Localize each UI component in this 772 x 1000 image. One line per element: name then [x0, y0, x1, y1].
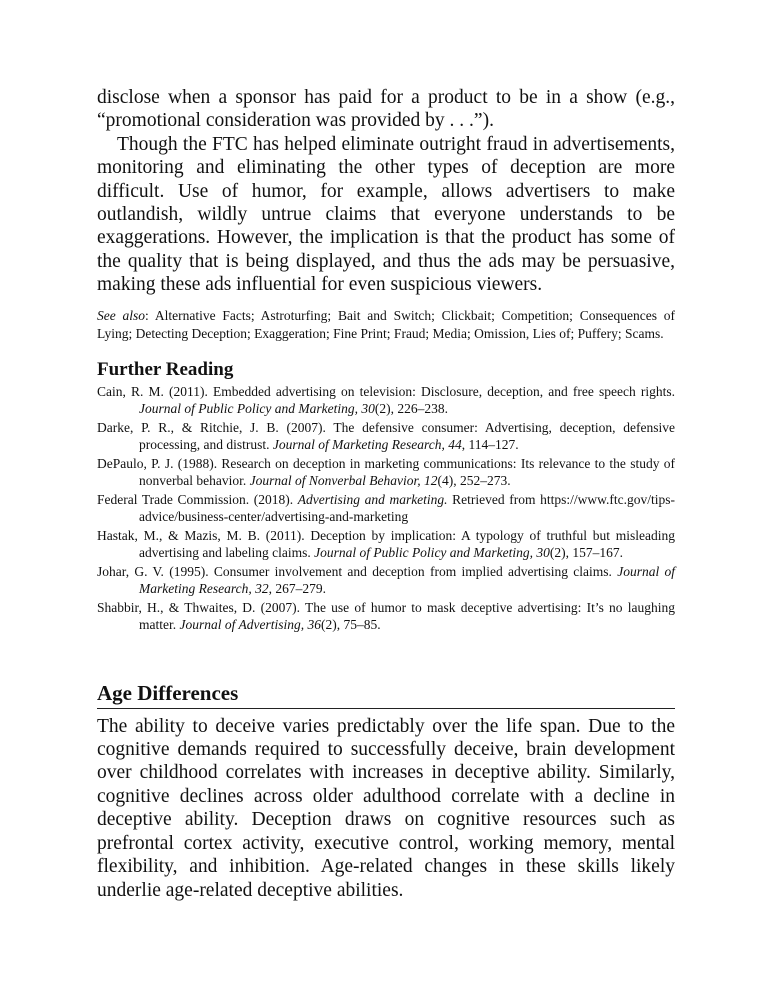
reference-text: Darke, P. R., & Ritchie, J. B. (2007). The defensive consumer: Advertising, deception, defensive processing, and distrust.: [97, 419, 675, 453]
reference-source: Journal of Marketing Research, 32: [139, 563, 676, 597]
reference-pages: (4), 252–273.: [437, 473, 511, 489]
reference-source: Journal of Marketing Research, 44: [272, 437, 462, 453]
further-reading-heading: Further Reading: [97, 358, 234, 380]
reference-pages: Retrieved from https://www.ftc.gov/tips-advice/business-center/advertising-and-marketing: [139, 491, 675, 525]
see-also-list: : Alternative Facts; Astroturfing; Bait and Switch; Clickbait; Competition; Consequences of Lying; Detecting Deception; Exaggeration; Fine Print; Fraud; Media; Omission, Lies of; Puffery; Scams.: [97, 307, 675, 341]
reference-item: [97, 455, 675, 490]
reference-source: Journal of Public Policy and Marketing, 30: [314, 545, 550, 561]
see-also-label: See also: [97, 307, 146, 323]
reference-text: DePaulo, P. J. (1988). Research on deception in marketing communications: Its relevance to the study of nonverbal behavior.: [97, 455, 675, 489]
reference-pages: (2), 226–238.: [374, 401, 448, 417]
section-body: The ability to deceive varies predictably over the life span. Due to the cognitive demands required to successfully deceive, brain development over childhood correlates with increases in deceptive ability. Similarly, cognitive declines across older adulthood correlate with a decline in deceptive ability. Deception draws on cognitive resources such as prefrontal cortex activity, executive control, working memory, mental flexibility, and inhibition. Age-related changes in these skills likely underlie age-related deceptive abilities.: [97, 715, 675, 901]
page-content: [97, 86, 675, 902]
reference-source: Journal of Advertising, 36: [179, 617, 321, 633]
section-title: Age Differences: [97, 680, 675, 709]
reference-source: Advertising and marketing.: [297, 491, 448, 507]
intro-paragraph-1: disclose when a sponsor has paid for a product to be in a show (e.g., “promotional consideration was provided by . . .”).: [97, 87, 675, 132]
reference-item: [97, 383, 675, 418]
reference-item: [97, 491, 675, 526]
intro-paragraph-2: Though the FTC has helped eliminate outright fraud in advertisements, monitoring and eliminating the other types of deception are more difficult. Use of humor, for example, allows advertisers to make outlandish, wildly untrue claims that everyone understands to be exaggerations. However, the implication is that the product has some of the quality that is being displayed, and thus the ads may be persuasive, making these ads influential for even suspicious viewers.: [97, 133, 675, 296]
reference-text: Johar, G. V. (1995). Consumer involvement and deception from implied advertising claims.: [97, 563, 618, 579]
reference-item: [97, 527, 675, 562]
reference-pages: , 267–279.: [268, 581, 326, 597]
reference-item: [97, 563, 675, 598]
reference-item: [97, 419, 675, 454]
reference-pages: (2), 157–167.: [549, 545, 624, 561]
reference-pages: , 114–127.: [461, 437, 519, 453]
reference-pages: (2), 75–85.: [321, 617, 381, 633]
reference-source: Journal of Nonverbal Behavior, 12: [249, 473, 438, 489]
reference-item: [97, 599, 675, 634]
reference-source: Journal of Public Policy and Marketing, 30: [139, 401, 375, 417]
see-also: [97, 307, 675, 343]
reference-text: Shabbir, H., & Thwaites, D. (2007). The use of humor to mask deceptive advertising: It’s no laughing matter.: [97, 599, 675, 633]
reference-text: Cain, R. M. (2011). Embedded advertising on television: Disclosure, deception, and free speech rights.: [97, 383, 675, 399]
reference-list: [97, 383, 675, 634]
reference-text: Federal Trade Commission. (2018).: [97, 491, 298, 507]
reference-text: Hastak, M., & Mazis, M. B. (2011). Deception by implication: A typology of truthful but misleading advertising and labeling claims.: [97, 527, 675, 561]
